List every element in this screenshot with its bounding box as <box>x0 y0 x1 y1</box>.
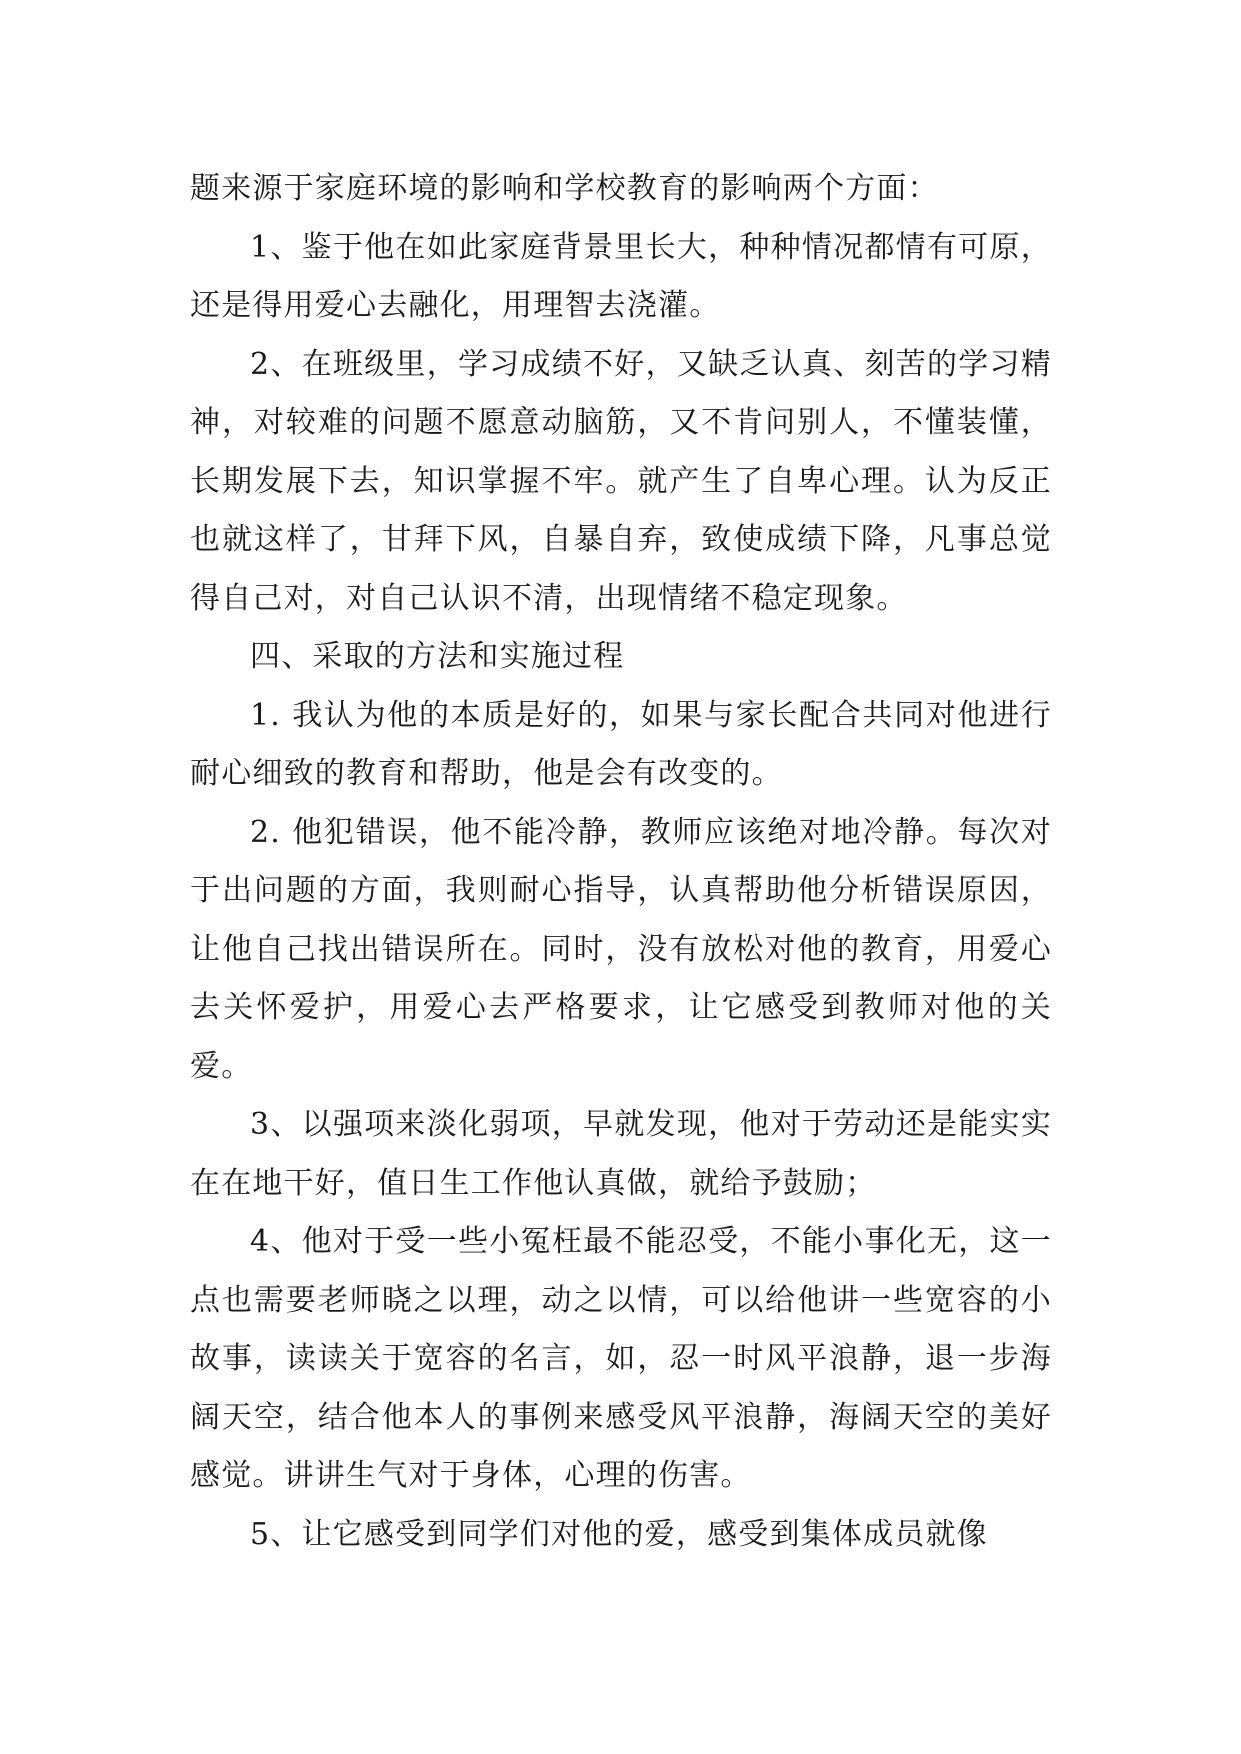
paragraph-method-4: 4、他对于受一些小冤枉最不能忍受，不能小事化无，这一点也需要老师晓之以理，动之以情，可以给他讲一些宽容的小故事，读读关于宽容的名言，如，忍一时风平浪静，退一步海阔天空，结合他本人的事例来感受风平浪静，海阔天空的美好感觉。讲讲生气对于身体，心理的伤害。 <box>190 1224 1052 1493</box>
paragraph-method-3: 3、以强项来淡化弱项，早就发现，他对于劳动还是能实实在在地干好，值日生工作他认真做，就给予鼓励； <box>190 1107 1052 1201</box>
paragraph-item-1-family: 1、鉴于他在如此家庭背景里长大，种种情况都情有可原，还是得用爱心去融化，用理智去浇灌。 <box>190 229 1052 323</box>
section-heading-methods: 四、采取的方法和实施过程 <box>250 639 625 674</box>
paragraph-method-1: 1. 我认为他的本质是好的，如果与家长配合共同对他进行耐心细致的教育和帮助，他是会有改变的。 <box>190 697 1052 791</box>
paragraph-method-5: 5、让它感受到同学们对他的爱，感受到集体成员就像 <box>250 1516 988 1552</box>
paragraph-item-2-class: 2、在班级里，学习成绩不好，又缺乏认真、刻苦的学习精神，对较难的问题不愿意动脑筋，又不肯问别人，不懂装懂，长期发展下去，知识掌握不牢。就产生了自卑心理。认为反正也就这样了，甘拜下风，自暴自弃，致使成绩下降，凡事总觉得自己对，对自己认识不清，出现情绪不稳定现象。 <box>190 346 1052 616</box>
paragraph-continuation: 题来源于家庭环境的影响和学校教育的影响两个方面： <box>190 171 939 206</box>
paragraph-method-2: 2. 他犯错误，他不能冷静，教师应该绝对地冷静。每次对于出问题的方面，我则耐心指导，认真帮助他分析错误原因，让他自己找出错误所在。同时，没有放松对他的教育，用爱心去关怀爱护，用爱心去严格要求，让它感受到教师对他的关爱。 <box>190 814 1052 1084</box>
document-body <box>190 160 1052 1564</box>
